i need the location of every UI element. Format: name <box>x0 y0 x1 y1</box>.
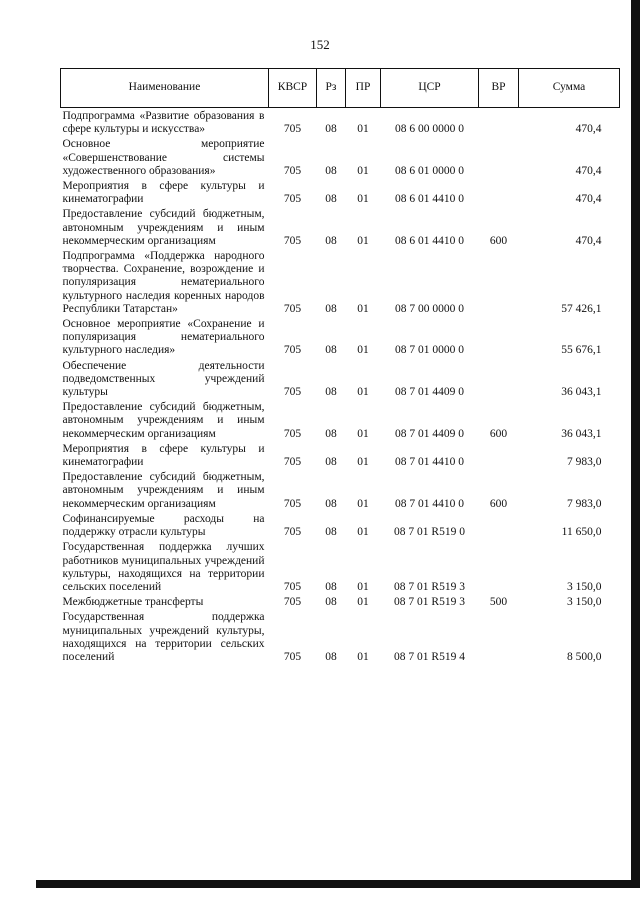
cell-name: Предоставление субсидий бюджетным, автономным учреждениям и иным некоммерческим организациям <box>62 401 265 440</box>
budget-table <box>60 68 620 664</box>
cell-sum: 57 426,1 <box>561 302 602 315</box>
cell-csr: 08 7 01 0000 0 <box>395 344 464 357</box>
cell-name: Предоставление субсидий бюджетным, автономным учреждениям и иным некоммерческим организациям <box>62 471 265 510</box>
cell-name: Подпрограмма «Развитие образования в сфере культуры и искусства» <box>62 110 265 136</box>
cell-pr: 01 <box>357 386 369 399</box>
cell-rz: 08 <box>325 526 337 539</box>
table-row <box>61 441 620 469</box>
cell-rz: 08 <box>325 650 337 663</box>
cell-kvsr: 705 <box>283 193 302 206</box>
cell-name: Государственная поддержка лучших работников муниципальных учреждений культуры, находящихся на территории сельских поселений <box>62 541 265 593</box>
cell-vr: 500 <box>489 596 508 609</box>
header-rz: Рз <box>317 69 346 108</box>
header-row <box>61 69 620 108</box>
cell-pr: 01 <box>357 193 369 206</box>
cell-csr: 08 7 01 4409 0 <box>395 427 464 440</box>
cell-csr: 08 6 01 4410 0 <box>395 234 464 247</box>
cell-csr: 08 7 01 R519 4 <box>394 650 465 663</box>
cell-csr: 08 7 01 4410 0 <box>395 456 464 469</box>
cell-kvsr: 705 <box>283 302 302 315</box>
cell-pr: 01 <box>357 302 369 315</box>
table-row <box>61 609 620 664</box>
cell-csr: 08 6 00 0000 0 <box>395 123 464 136</box>
cell-rz: 08 <box>325 164 337 177</box>
cell-vr <box>479 441 519 469</box>
cell-rz: 08 <box>325 596 337 609</box>
cell-pr: 01 <box>357 580 369 593</box>
cell-rz: 08 <box>325 497 337 510</box>
page-number: 152 <box>310 37 330 52</box>
cell-vr <box>479 539 519 594</box>
cell-vr <box>479 609 519 664</box>
cell-kvsr: 705 <box>283 234 302 247</box>
cell-rz: 08 <box>325 344 337 357</box>
cell-kvsr: 705 <box>283 580 302 593</box>
scan-border-bottom <box>36 880 640 888</box>
cell-vr <box>479 136 519 178</box>
cell-name: Предоставление субсидий бюджетным, автономным учреждениям и иным некоммерческим организациям <box>62 208 265 247</box>
cell-pr: 01 <box>357 497 369 510</box>
cell-kvsr: 705 <box>283 386 302 399</box>
cell-sum: 11 650,0 <box>561 526 602 539</box>
cell-sum: 7 983,0 <box>567 456 602 469</box>
cell-kvsr: 705 <box>283 497 302 510</box>
cell-pr: 01 <box>357 526 369 539</box>
table-body <box>61 108 620 665</box>
table-row <box>61 178 620 206</box>
cell-sum: 55 676,1 <box>561 344 602 357</box>
cell-name: Мероприятия в сфере культуры и кинематографии <box>62 180 265 206</box>
cell-kvsr: 705 <box>283 344 302 357</box>
cell-name: Подпрограмма «Поддержка народного творчества. Сохранение, возрождение и популяризация нематериального культурного наследия коренных народов Республики Татарстан» <box>62 250 265 315</box>
cell-name: Софинансируемые расходы на поддержку отрасли культуры <box>62 512 265 539</box>
cell-pr: 01 <box>357 344 369 357</box>
cell-rz: 08 <box>325 386 337 399</box>
cell-pr: 01 <box>357 164 369 177</box>
cell-vr: 600 <box>489 234 508 247</box>
cell-kvsr: 705 <box>283 164 302 177</box>
cell-kvsr: 705 <box>283 526 302 539</box>
header-name: Наименование <box>61 69 269 108</box>
cell-name: Основное мероприятие «Совершенствование системы художественного образования» <box>62 138 265 177</box>
header-csr: ЦСР <box>381 69 479 108</box>
cell-csr: 08 7 01 4409 0 <box>395 386 464 399</box>
scan-border-right <box>631 0 640 888</box>
cell-vr <box>479 316 519 358</box>
cell-rz: 08 <box>325 302 337 315</box>
cell-name: Обеспечение деятельности подведомственных учреждений культуры <box>62 359 265 399</box>
cell-rz: 08 <box>325 427 337 440</box>
cell-pr: 01 <box>357 650 369 663</box>
cell-rz: 08 <box>325 193 337 206</box>
cell-rz: 08 <box>325 234 337 247</box>
cell-sum: 7 983,0 <box>567 497 602 510</box>
cell-sum: 8 500,0 <box>567 650 602 663</box>
header-pr: ПР <box>346 69 381 108</box>
cell-csr: 08 7 01 R519 0 <box>394 526 465 539</box>
cell-pr: 01 <box>357 427 369 440</box>
cell-kvsr: 705 <box>283 123 302 136</box>
cell-csr: 08 6 01 0000 0 <box>395 164 464 177</box>
cell-sum: 470,4 <box>575 234 602 247</box>
table-row <box>61 316 620 358</box>
table-row <box>61 511 620 539</box>
table-row <box>61 206 620 248</box>
cell-kvsr: 705 <box>283 427 302 440</box>
cell-pr: 01 <box>357 596 369 609</box>
cell-name: Межбюджетные трансферты <box>62 596 204 609</box>
cell-rz: 08 <box>325 456 337 469</box>
table-row <box>61 469 620 511</box>
cell-name: Государственная поддержка муниципальных учреждений культуры, находящихся на территории сельских поселений <box>62 611 265 663</box>
cell-kvsr: 705 <box>283 650 302 663</box>
cell-sum: 3 150,0 <box>567 580 602 593</box>
cell-vr: 600 <box>489 427 508 440</box>
header-kvsr: КВСР <box>269 69 317 108</box>
header-sum: Сумма <box>519 69 620 108</box>
cell-kvsr: 705 <box>283 456 302 469</box>
cell-name: Мероприятия в сфере культуры и кинематографии <box>62 442 265 469</box>
table-row <box>61 136 620 178</box>
cell-vr <box>479 248 519 316</box>
cell-sum: 470,4 <box>575 123 602 136</box>
cell-sum: 470,4 <box>575 193 602 206</box>
cell-rz: 08 <box>325 580 337 593</box>
cell-csr: 08 7 00 0000 0 <box>395 302 464 315</box>
cell-sum: 36 043,1 <box>561 427 602 440</box>
cell-sum: 36 043,1 <box>561 386 602 399</box>
cell-pr: 01 <box>357 456 369 469</box>
cell-pr: 01 <box>357 234 369 247</box>
table-row <box>61 108 620 137</box>
cell-sum: 3 150,0 <box>567 596 602 609</box>
cell-vr <box>479 108 519 137</box>
cell-csr: 08 7 01 R519 3 <box>394 580 465 593</box>
cell-csr: 08 7 01 R519 3 <box>394 596 465 609</box>
cell-vr <box>479 178 519 206</box>
cell-name: Основное мероприятие «Сохранение и популяризация нематериального культурного наследия» <box>62 318 265 357</box>
cell-kvsr: 705 <box>283 596 302 609</box>
cell-pr: 01 <box>357 123 369 136</box>
table-row <box>61 358 620 400</box>
table-row <box>61 399 620 441</box>
cell-csr: 08 7 01 4410 0 <box>395 497 464 510</box>
cell-vr: 600 <box>489 497 508 510</box>
table-row <box>61 248 620 316</box>
table-row <box>61 594 620 609</box>
cell-vr <box>479 358 519 400</box>
cell-csr: 08 6 01 4410 0 <box>395 193 464 206</box>
cell-rz: 08 <box>325 123 337 136</box>
header-vr: ВР <box>479 69 519 108</box>
cell-sum: 470,4 <box>575 164 602 177</box>
table-row <box>61 539 620 594</box>
cell-vr <box>479 511 519 539</box>
